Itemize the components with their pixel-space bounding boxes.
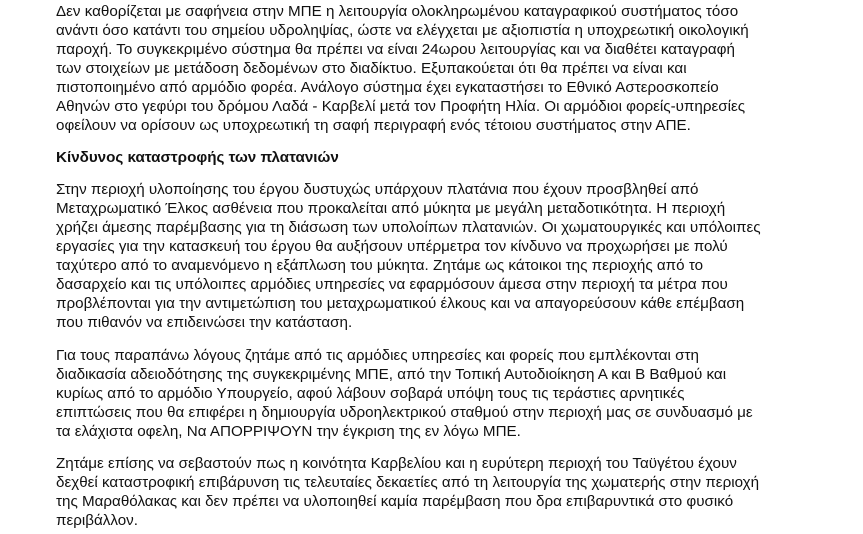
text-line: δασαρχείο και τις υπόλοιπες αρμόδιες υπηρεσίες να εφαρμόσουν άμεσα στην περιοχή τα μέτρα που bbox=[56, 276, 728, 293]
text-line: που πιθανόν να επιδεινώσει την κατάσταση. bbox=[56, 314, 353, 331]
text-line: χρήζει άμεσης παρέμβασης για τη διάσωση των υπολοίπων πλατανιών. Οι χωματουργικές και υπόλοιπες bbox=[56, 219, 761, 236]
text-line: διαδικασία αδειοδότησης της συγκεκριμένης ΜΠΕ, από την Τοπική Αυτοδιοίκηση Α και Β Βαθμού και bbox=[56, 366, 727, 383]
text-line: Αθηνών στο γεφύρι του δρόμου Λαδά - Καρβελί μετά τον Προφήτη Ηλία. Οι αρμόδιοι φορείς-υπηρεσίες bbox=[56, 98, 746, 115]
text-line: Δεν καθορίζεται με σαφήνεια στην ΜΠΕ η λειτουργία ολοκληρωμένου καταγραφικού συστήματος τόσο bbox=[56, 3, 739, 20]
text-line: πιστοποιημένο από αρμόδιο φορέα. Ανάλογο σύστημα έχει εγκαταστήσει το Εθνικό Αστεροσκοπείο bbox=[56, 79, 719, 96]
text-line: οφείλουν να ορίσουν ως υποχρεωτική τη σαφή περιγραφή ενός τέτοιου συστήματος στην ΑΠΕ. bbox=[56, 117, 691, 134]
text-line: δεχθεί καταστροφική επιβάρυνση τις τελευταίες δεκαετίες από τη λειτουργία της χωματερής στην περιοχή bbox=[56, 474, 760, 491]
text-line: Στην περιοχή υλοποίησης του έργου δυστυχώς υπάρχουν πλατάνια που έχουν προσβληθεί από bbox=[56, 181, 699, 198]
text-line: τα ελάχιστα οφελη, Να ΑΠΟΡΡΙΨΟΥΝ την έγκριση της εν λόγω ΜΠΕ. bbox=[56, 423, 521, 440]
text-line: κυρίως από το αρμόδιο Υπουργείο, αφού λάβουν σοβαρά υπόψη τους τις τεράστιες αρνητικές bbox=[56, 385, 685, 402]
text-line: Ζητάμε επίσης να σεβαστούν πως η κοινότητα Καρβελίου και η ευρύτερη περιοχή του Ταϋγέτου έχουν bbox=[56, 455, 737, 472]
text-line: επιπτώσεις που θα επιφέρει η δημιουργία υδροηλεκτρικού σταθμού στην περιοχή μας σε συνδυασμό με bbox=[56, 404, 753, 421]
text-line: εργασίες για την κατασκευή του έργου θα αυξήσουν υπέρμετρα τον κίνδυνο να προχωρήσει με πολύ bbox=[56, 238, 728, 255]
text-line: περιβάλλον. bbox=[56, 512, 138, 529]
text-line: παροχή. Το συγκεκριμένο σύστημα θα πρέπει να είναι 24ωρου λειτουργίας και να διαθέτει καταγραφή bbox=[56, 41, 735, 58]
text-line: ταχύτερο από το αναμενόμενο η εξάπλωση του μύκητα. Ζητάμε ως κάτοικοι της περιοχής από το bbox=[56, 257, 704, 274]
text-line: προβλέπονται για την αντιμετώπιση του μεταχρωματικού έλκους και να απαγορεύσουν κάθε επέμβαση bbox=[56, 295, 745, 312]
text-line: των στοιχείων με μετάδοση δεδομένων στο διαδίκτυο. Εξυπακούεται ότι θα πρέπει να είναι και bbox=[56, 60, 687, 77]
text-line: ανάντι όσο κατάντι του σημείου υδροληψίας, ώστε να ελέγχεται με αξιοπιστία η υποχρεωτική οικολογική bbox=[56, 22, 749, 39]
section-heading: Κίνδυνος καταστροφής των πλατανιών bbox=[56, 149, 339, 166]
text-line: της Μαραθόλακας και δεν πρέπει να υλοποιηθεί καμία παρέμβαση που δρα επιβαρυντικά στο φυσικό bbox=[56, 493, 734, 510]
text-line: Για τους παραπάνω λόγους ζητάμε από τις αρμόδιες υπηρεσίες και φορείς που εμπλέκονται στη bbox=[56, 347, 699, 364]
text-line: Μεταχρωματικό Έλκος ασθένεια που προκαλείται από μύκητα με μεγάλη μεταδοτικότητα. Η περιοχή bbox=[56, 200, 726, 217]
